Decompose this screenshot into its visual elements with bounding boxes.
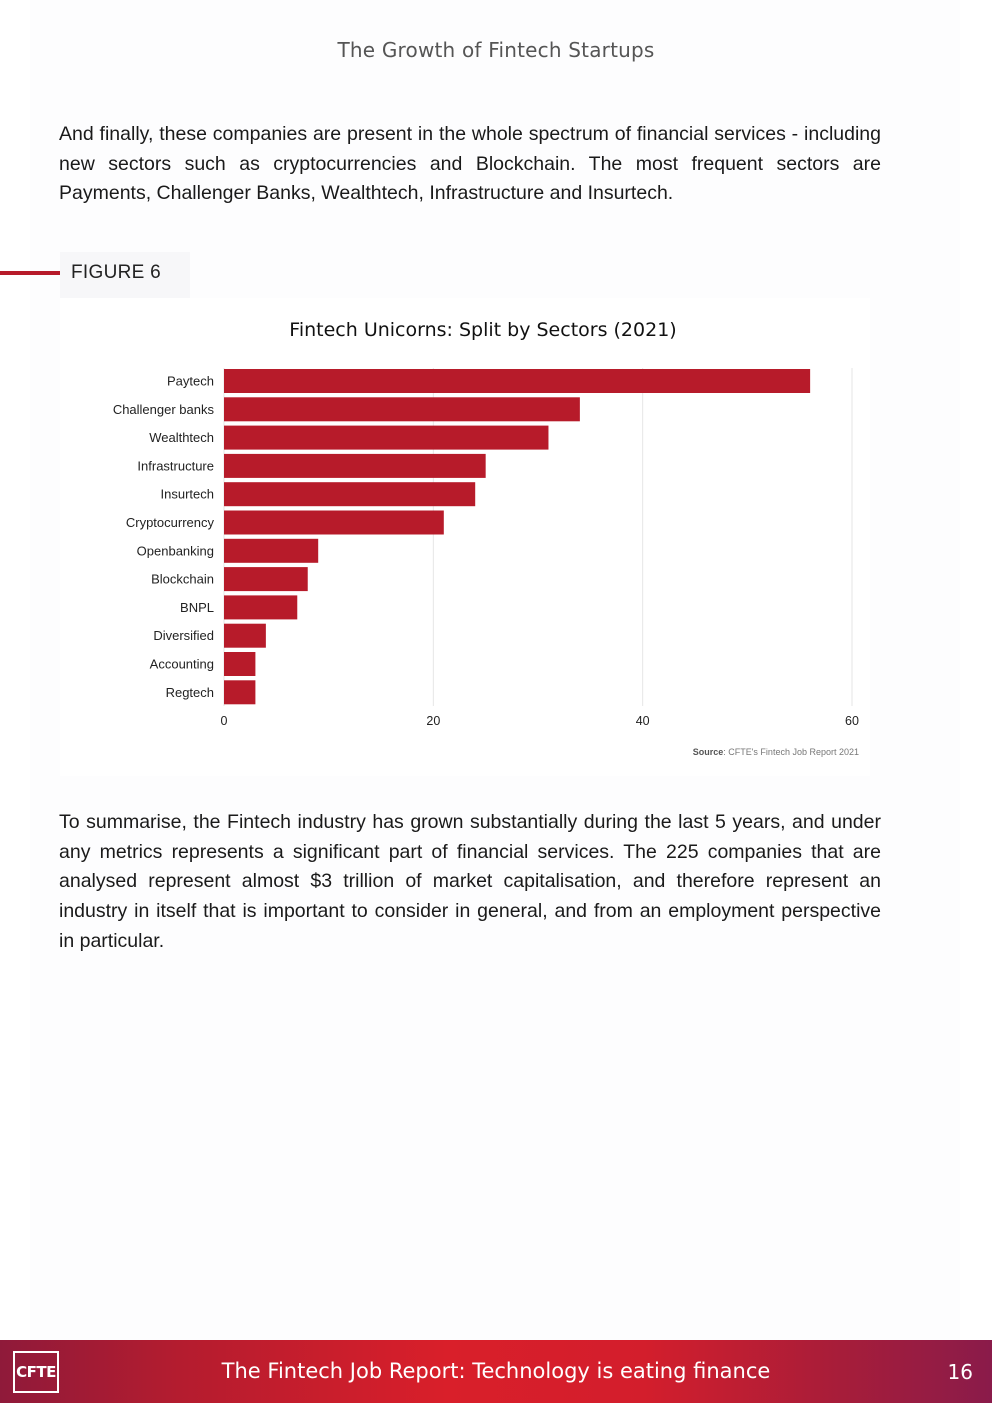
- bar-blockchain: [224, 567, 308, 591]
- page-number: 16: [947, 1360, 973, 1384]
- bar-regtech: [224, 680, 255, 704]
- category-label: Openbanking: [136, 543, 214, 559]
- intro-paragraph: And finally, these companies are present in the whole spectrum of financial services - including new sectors such as cryptocurrencies and Blockchain. The most frequent sectors are Payments, Challenger Banks, Wealthtech, Infrastructure and Insurtech.: [59, 123, 881, 205]
- category-label: Paytech: [167, 373, 214, 389]
- cfte-logo-text: CFTE: [16, 1363, 56, 1381]
- sector-bar-chart: [60, 298, 870, 776]
- bar-openbanking: [224, 539, 318, 563]
- figure-accent-bar: [0, 271, 60, 275]
- category-label: Accounting: [149, 656, 214, 672]
- chart-container: [60, 298, 870, 776]
- summary-paragraph: To summarise, the Fintech industry has grown substantially during the last 5 years, and under any metrics represents a significant part of financial services. The 225 companies that are analysed represent almost $3 trillion of market capitalisation, and therefore represent an industry in itself that is important to consider in general, and from an employment perspective in particular.: [59, 811, 881, 952]
- chart-source-text: : CFTE's Fintech Job Report 2021: [723, 747, 859, 757]
- x-tick-label: 40: [635, 714, 650, 728]
- figure-label: FIGURE 6: [71, 262, 162, 283]
- bar-wealthtech: [224, 426, 548, 450]
- bar-diversified: [224, 624, 266, 648]
- page-footer: [0, 1340, 992, 1403]
- x-tick-label: 0: [220, 714, 228, 728]
- chart-source-label: Source: [692, 747, 724, 757]
- bar-challenger-banks: [224, 397, 580, 421]
- category-label: Wealthtech: [149, 430, 214, 446]
- category-label: Cryptocurrency: [125, 515, 214, 530]
- category-label: Blockchain: [151, 571, 214, 587]
- bar-bnpl: [224, 595, 297, 619]
- bar-infrastructure: [224, 454, 486, 478]
- x-tick-label: 20: [426, 714, 441, 728]
- category-label: Diversified: [153, 628, 214, 644]
- chart-source: [693, 747, 859, 757]
- x-tick-label: 60: [845, 714, 859, 728]
- footer-title: The Fintech Job Report: Technology is eating finance: [221, 1359, 771, 1383]
- bar-paytech: [224, 369, 810, 393]
- category-label: Challenger banks: [112, 401, 214, 417]
- bar-accounting: [224, 652, 255, 676]
- category-label: Insurtech: [160, 486, 214, 502]
- chart-title: Fintech Unicorns: Split by Sectors (2021): [289, 319, 677, 341]
- bar-insurtech: [224, 482, 475, 506]
- running-header: The Growth of Fintech Startups: [337, 38, 655, 62]
- bar-cryptocurrency: [224, 511, 444, 535]
- category-label: BNPL: [180, 599, 214, 615]
- category-label: Regtech: [165, 684, 214, 700]
- category-label: Infrastructure: [137, 458, 214, 474]
